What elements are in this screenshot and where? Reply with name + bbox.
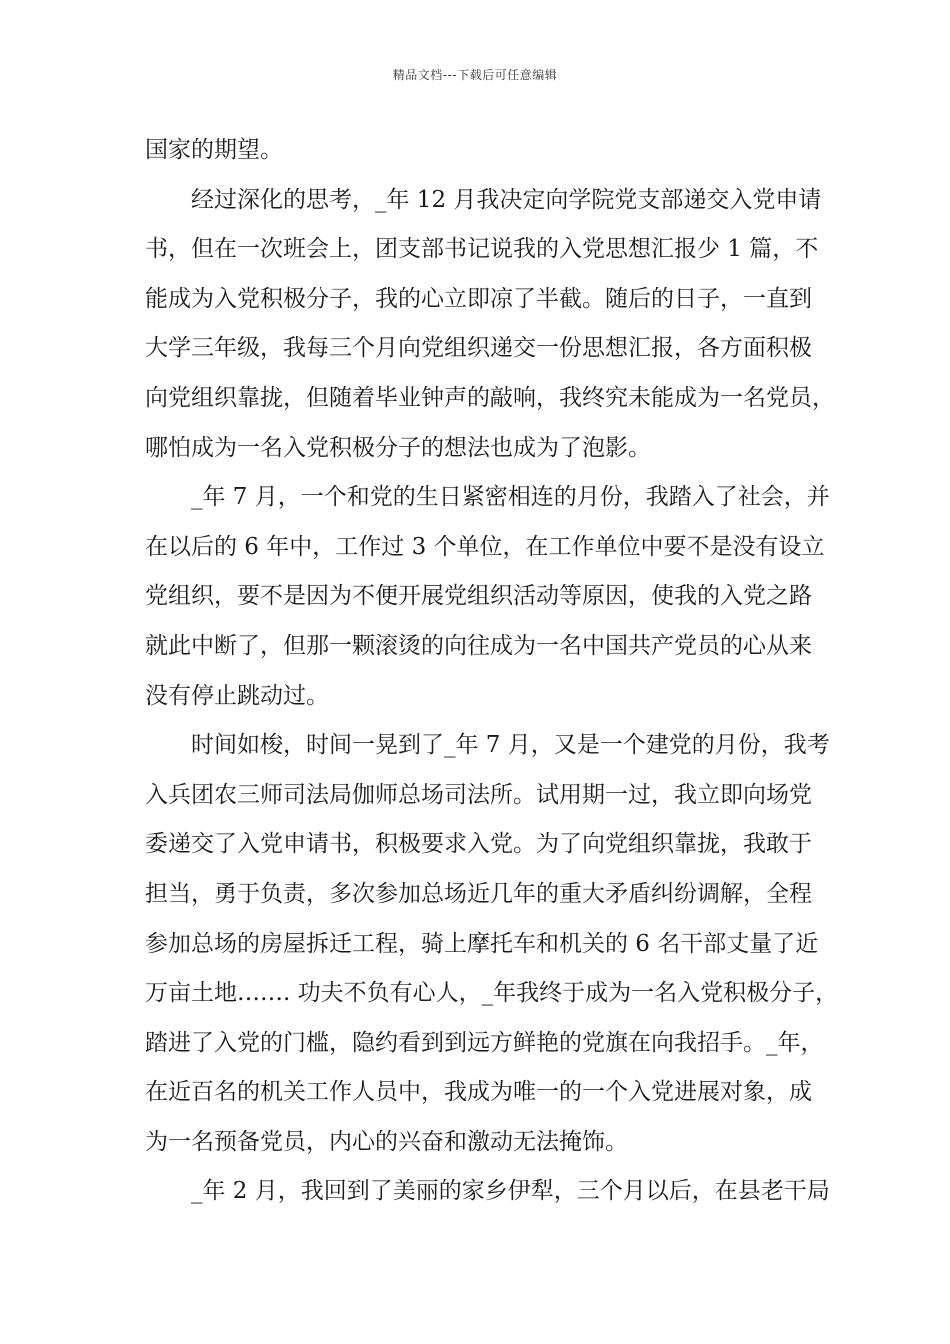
text-line: 万亩土地……. 功夫不负有心人，_年我终于成为一名入党积极分子，	[145, 980, 839, 1007]
page-header: 精品文档---下载后可任意编辑	[392, 68, 558, 82]
text-line: 国家的期望。	[145, 137, 283, 163]
text-line: 为一名预备党员，内心的兴奋和激动无法掩饰。	[145, 1128, 628, 1155]
text-line: 委递交了入党申请书，积极要求入党。为了向党组织靠拢，我敢于	[145, 831, 812, 858]
text-line: 经过深化的思考，_年 12 月我决定向学院党支部递交入党申请	[191, 186, 822, 213]
text-line: 参加总场的房屋拆迁工程，骑上摩托车和机关的 6 名干部丈量了近	[145, 930, 819, 957]
text-line: 大学三年级，我每三个月向党组织递交一份思想汇报，各方面积极	[145, 335, 812, 362]
text-line: 哪怕成为一名入党积极分子的想法也成为了泡影。	[145, 434, 651, 461]
text-line: 在以后的 6 年中，工作过 3 个单位，在工作单位中要不是没有设立	[145, 533, 825, 560]
text-line: 书，但在一次班会上，团支部书记说我的入党思想汇报少 1 篇，不	[145, 236, 819, 263]
text-line: 就此中断了，但那一颗滚烫的向往成为一名中国共产党员的心从来	[145, 632, 812, 659]
text-line: 党组织，要不是因为不便开展党组织活动等原因，使我的入党之路	[145, 583, 812, 610]
text-line: 在近百名的机关工作人员中，我成为唯一的一个入党进展对象，成	[145, 1079, 812, 1106]
text-line: 能成为入党积极分子，我的心立即凉了半截。随后的日子，一直到	[145, 285, 812, 312]
text-line: _年 7 月，一个和党的生日紧密相连的月份，我踏入了社会，并	[191, 484, 830, 511]
text-line: 时间如梭，时间一晃到了_年 7 月，又是一个建党的月份，我考	[191, 732, 830, 759]
text-line: 担当，勇于负责，多次参加总场近几年的重大矛盾纠纷调解，全程	[145, 880, 812, 907]
text-line: _年 2 月，我回到了美丽的家乡伊犁，三个月以后，在县老干局	[191, 1178, 830, 1205]
text-line: 没有停止跳动过。	[145, 682, 329, 709]
text-line: 踏进了入党的门槛，隐约看到到远方鲜艳的党旗在向我招手。_年，	[145, 1029, 824, 1056]
text-line: 入兵团农三师司法局伽师总场司法所。试用期一过，我立即向场党	[145, 781, 812, 808]
text-line: 向党组织靠拢，但随着毕业钟声的敲响，我终究未能成为一名党员，	[145, 384, 835, 411]
document-body	[145, 126, 839, 1217]
